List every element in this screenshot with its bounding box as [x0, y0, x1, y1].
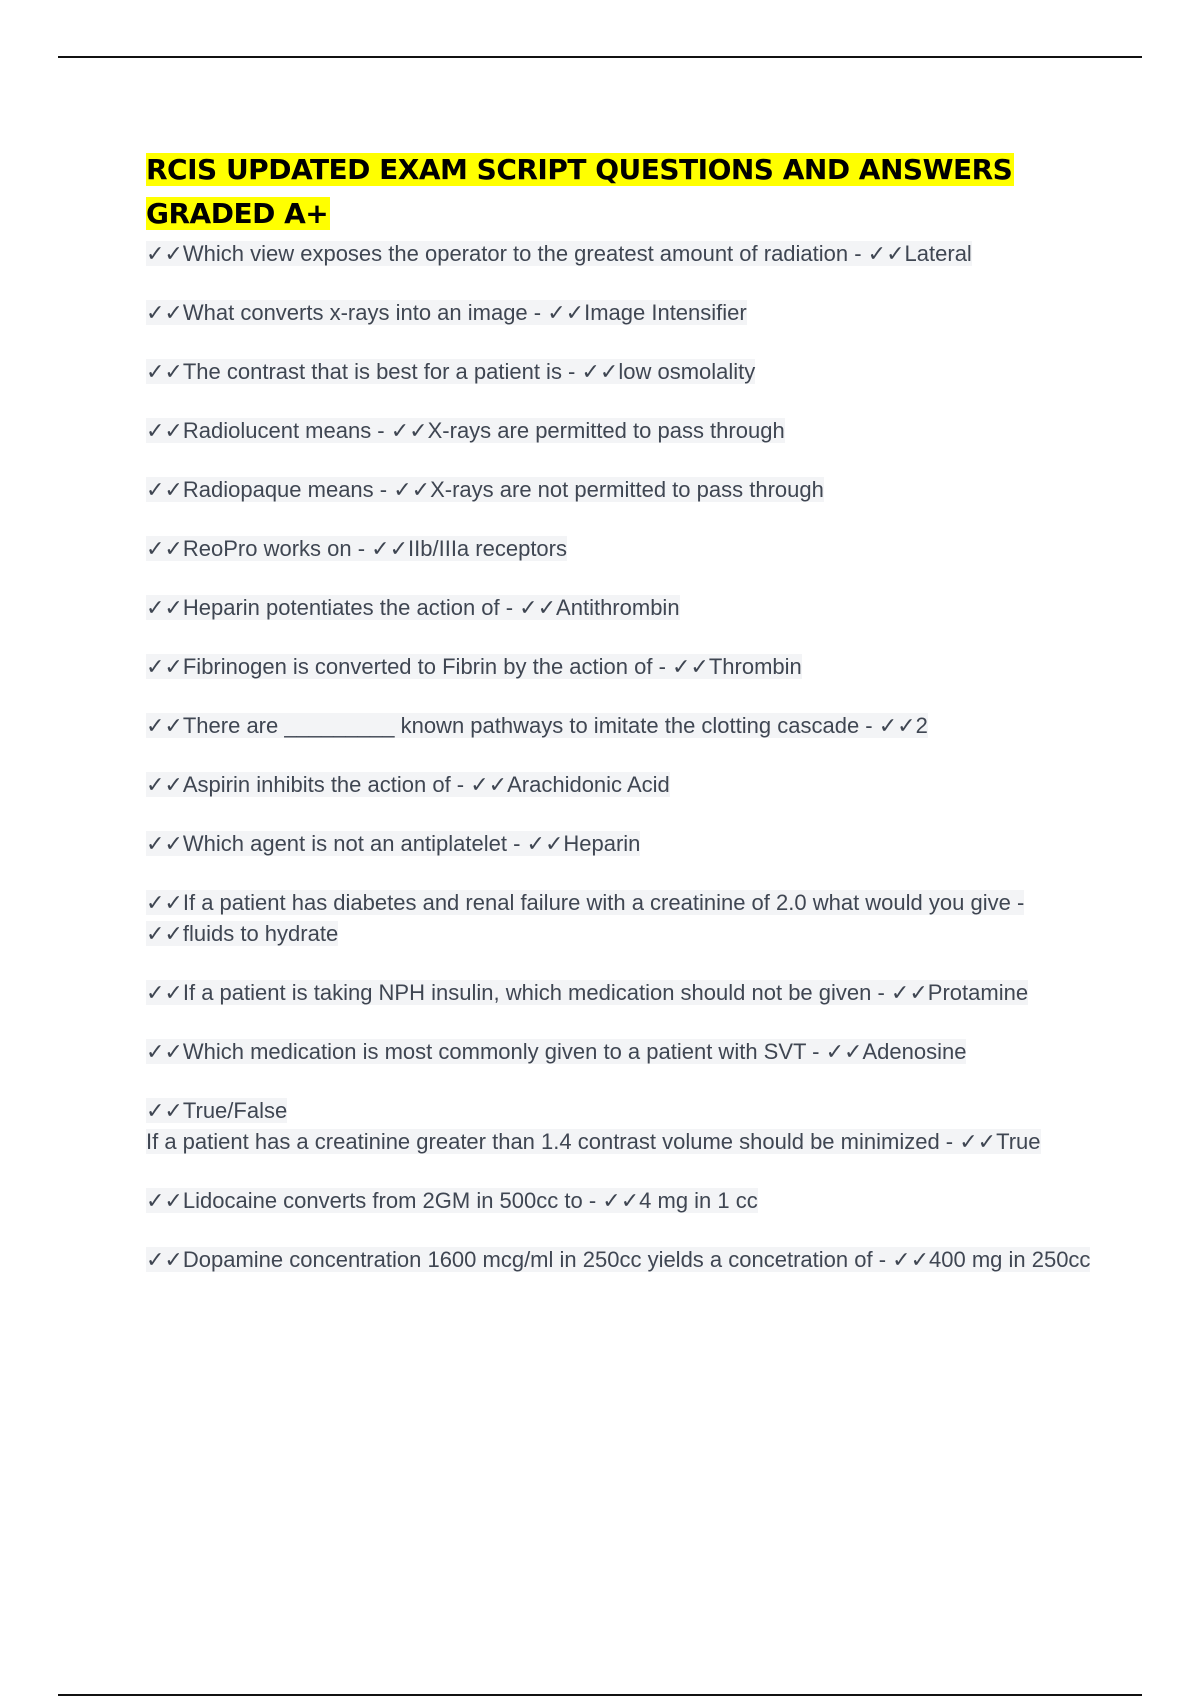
qa-item	[146, 1036, 1106, 1067]
qa-item	[146, 977, 1106, 1008]
qa-text: ✓✓Dopamine concentration 1600 mcg/ml in 250cc yields a concetration of - ✓✓400 mg in 250cc	[146, 1247, 1091, 1272]
qa-item	[146, 769, 1106, 800]
qa-text: ✓✓True/False If a patient has a creatinine greater than 1.4 contrast volume should be minimized - ✓✓True	[146, 1098, 1041, 1154]
qa-text: ✓✓Radiopaque means - ✓✓X-rays are not permitted to pass through	[146, 477, 824, 502]
qa-item	[146, 474, 1106, 505]
qa-item	[146, 533, 1106, 564]
qa-text: ✓✓ReoPro works on - ✓✓IIb/IIIa receptors	[146, 536, 567, 561]
title-line-2: GRADED A+	[146, 197, 329, 230]
qa-text: ✓✓If a patient is taking NPH insulin, which medication should not be given - ✓✓Protamine	[146, 980, 1029, 1005]
qa-text: ✓✓The contrast that is best for a patient is - ✓✓low osmolality	[146, 359, 756, 384]
qa-item	[146, 356, 1106, 387]
qa-item	[146, 297, 1106, 328]
qa-item	[146, 415, 1106, 446]
qa-text: ✓✓Radiolucent means - ✓✓X-rays are permitted to pass through	[146, 418, 785, 443]
qa-item	[146, 710, 1106, 741]
qa-text: ✓✓Which agent is not an antiplatelet - ✓✓Heparin	[146, 831, 641, 856]
qa-item	[146, 238, 1106, 269]
qa-text: ✓✓Aspirin inhibits the action of - ✓✓Arachidonic Acid	[146, 772, 670, 797]
qa-text: ✓✓What converts x-rays into an image - ✓✓Image Intensifier	[146, 300, 747, 325]
qa-item	[146, 828, 1106, 859]
qa-text: ✓✓There are _________ known pathways to imitate the clotting cascade - ✓✓2	[146, 713, 928, 738]
qa-item	[146, 887, 1106, 949]
qa-text: ✓✓Which medication is most commonly given to a patient with SVT - ✓✓Adenosine	[146, 1039, 967, 1064]
qa-item	[146, 1185, 1106, 1216]
footer-rule	[58, 1694, 1142, 1696]
qa-item	[146, 651, 1106, 682]
qa-text: ✓✓Lidocaine converts from 2GM in 500cc to - ✓✓4 mg in 1 cc	[146, 1188, 758, 1213]
qa-item	[146, 1095, 1106, 1157]
qa-text: ✓✓Which view exposes the operator to the greatest amount of radiation - ✓✓Lateral	[146, 241, 972, 266]
document-title	[146, 148, 1106, 236]
qa-text: ✓✓Fibrinogen is converted to Fibrin by the action of - ✓✓Thrombin	[146, 654, 802, 679]
qa-list	[146, 238, 1106, 1275]
document-body	[146, 148, 1106, 1275]
qa-item	[146, 1244, 1106, 1275]
qa-text: ✓✓If a patient has diabetes and renal failure with a creatinine of 2.0 what would you give - ✓✓fluids to hydrate	[146, 890, 1025, 946]
qa-item	[146, 592, 1106, 623]
header-rule	[58, 56, 1142, 58]
qa-text: ✓✓Heparin potentiates the action of - ✓✓Antithrombin	[146, 595, 680, 620]
title-line-1: RCIS UPDATED EXAM SCRIPT QUESTIONS AND ANSWERS	[146, 153, 1013, 186]
